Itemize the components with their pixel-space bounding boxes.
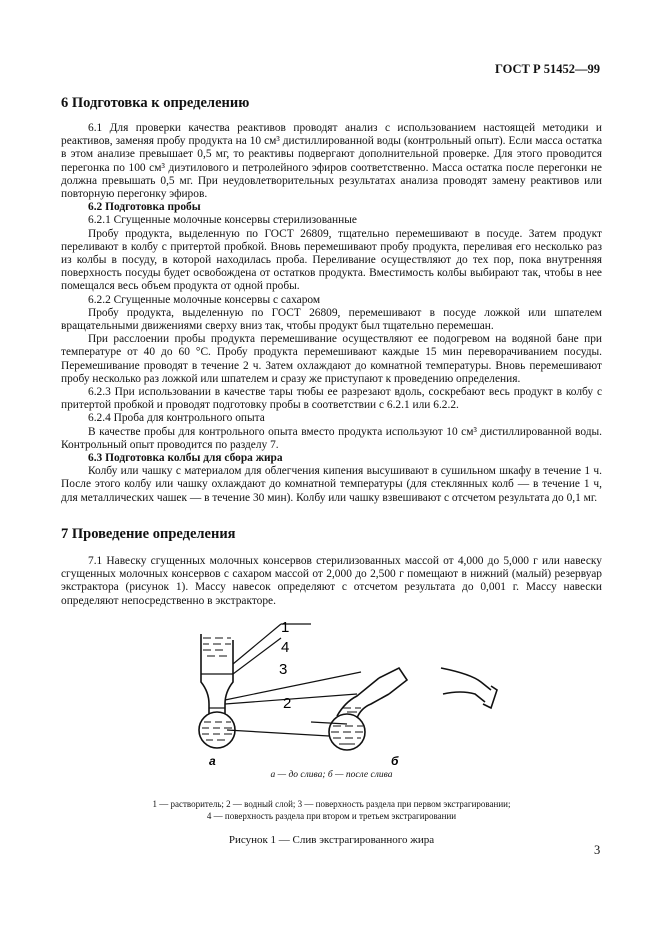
paragraph: 7.1 Навеску сгущенных молочных консервов стерилизованных массой от 4,000 до 5,000 г или навеску сгущенных молочных консервов с сахаром массой от 2,000 до 2,500 г помещают в нижний (малый) резервуар экстрактора (рисунок 1). Массу навесок определяют с отсчетом результата до 0,001 г. Массу навески определяют непосредственно в экстракторе. [61,554,602,607]
section-6-body [61,122,602,505]
figure-letter-b: б [391,753,399,768]
section-7-body [61,555,602,608]
paragraph: 6.2.3 При использовании в качестве тары тюбы ее разрезают вдоль, соскребают весь продукт в колбу с притертой пробкой и проводят подготовку пробы в соответствии с 6.2.1 или 6.2.2. [61,386,602,412]
paragraph: В качестве пробы для контрольного опыта вместо продукта используют 10 см³ дистиллированной воды. Контрольный опыт проводится по разделу 7. [61,425,602,451]
paragraph: 6.1 Для проверки качества реактивов проводят анализ с использованием настоящей методики и реактивов, заменяя пробу продукта на 10 см³ дистиллированной воды (контрольный опыт). Если масса остатка в этом анализе превышает 0,5 мг, то реактивы подвергают дополнительной проверке. Для этого проводится перегонка по 100 см³ диэтилового и петролейного эфиров соответственно. Масса остатка после перегонки не должна превышать 0,5 мг. При неудовлетворительных результатах анализа проводят замену реактивов или повторную перегонку эфиров. [61,122,602,201]
paragraph: 6.2 Подготовка пробы [88,201,201,214]
section-6-title: 6 Подготовка к определению [61,95,250,111]
page-content [61,94,602,846]
paragraph: 6.2.2 Сгущенные молочные консервы с сахаром [88,293,321,306]
figure-letter-a: а [209,753,216,768]
leader-lines [225,624,361,736]
callout-2: 2 [283,694,292,712]
callout-3: 3 [279,660,288,678]
paragraph: Колбу или чашку с материалом для облегчения кипения высушивают в сушильном шкафу в течение 1 ч. После этого колбу или чашку охлаждают до комнатной температуры (для стеклянных колб — в течение 1 ч, для металлических чашек — в течение 30 мин). Колбу или чашку взвешивают с отсчетом результата до 0,1 мг. [61,465,602,504]
paragraph: Пробу продукта, выделенную по ГОСТ 26809, тщательно перемешивают в посуде. Затем продукт переливают в колбу с притертой пробкой. Вновь перемешивают пробу продукта, переливая его несколько раз из колбы в посуду, в которой находилась проба. Переливание осуществляют до тех пор, пока внутренняя поверхность посуды будет освобождена от остатков продукта. Вместимость колбы выбирают так, чтобы в нее помещался весь объем продукта от одной пробы. [61,227,602,293]
solvent-layer-a [203,638,231,656]
figure-legend-line-2: 4 — поверхность раздела при втором и третьем экстрагировании [206,810,457,821]
document-header: ГОСТ Р 51452—99 [494,62,600,76]
extractor-diagram [61,612,602,768]
figure-1 [61,612,602,846]
figure-subcaption: а — до слива; б — после слива [270,769,393,780]
callout-1: 1 [281,618,290,636]
paragraph: При расслоении пробы продукта перемешивание осуществляют ее подогревом на водяной бане при температуре от 40 до 60 °С. Пробу продукта перемешивают каждые 15 мин переворачиванием посуды. Перемешивание проводят в течение 2 ч. Затем охлаждают до комнатной температуры. Вновь перемешивают пробу несколько раз ложкой или шпателем и сразу же приступают к проведению определения. [61,333,602,385]
figure-legend [61,798,602,822]
figure-legend-line-1: 1 — растворитель; 2 — водный слой; 3 — поверхность раздела при первом экстрагировании; [152,798,511,809]
figure-caption: Рисунок 1 — Слив экстрагированного жира [228,833,435,846]
extractor-b [329,668,497,750]
solvent-layer-b [343,708,361,712]
paragraph: 6.3 Подготовка колбы для сбора жира [88,452,283,465]
callout-4: 4 [281,638,290,656]
water-layer-b [331,726,363,744]
extractor-a [199,634,321,748]
water-layer-a [202,722,232,740]
page-number: 3 [594,843,601,857]
paragraph: 6.2.1 Сгущенные молочные консервы стерилизованные [88,214,357,227]
paragraph: Пробу продукта, выделенную по ГОСТ 26809, перемешивают в посуде ложкой или шпателем вращательными движениями сверху вниз так, чтобы продукт был тщательно перемешан. [61,306,602,333]
paragraph: 6.2.4 Проба для контрольного опыта [88,412,265,425]
section-7-title: 7 Проведение определения [61,525,236,542]
